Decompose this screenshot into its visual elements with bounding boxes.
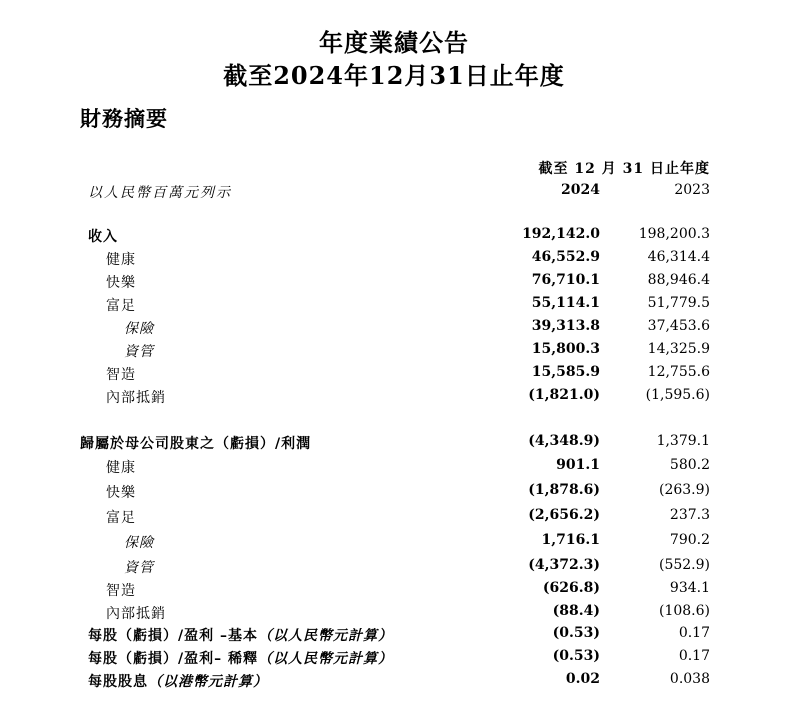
unit-note: 以人民幣百萬元列示 — [88, 185, 232, 201]
table-row — [0, 249, 788, 271]
value-2024: 46,552.9 — [531, 249, 600, 265]
value-2023: 51,779.5 — [647, 295, 710, 311]
row-label: 快樂 — [106, 485, 136, 501]
row-label: 每股股息（以港幣元計算） — [88, 674, 268, 690]
value-2023: 1,379.1 — [656, 433, 710, 449]
value-2024: 39,313.8 — [531, 318, 600, 334]
row-label: 快樂 — [106, 275, 136, 291]
value-2023: (263.9) — [658, 482, 710, 498]
row-label: 富足 — [106, 298, 136, 314]
value-2024: 0.02 — [565, 671, 600, 687]
value-2024: (4,348.9) — [528, 433, 600, 449]
section-title: 財務摘要 — [80, 106, 168, 131]
announcement-title: 年度業績公告 — [319, 28, 469, 57]
table-row — [0, 272, 788, 294]
unit-note: （以人民幣元計算） — [258, 651, 393, 667]
table-row-eps-diluted — [0, 648, 788, 670]
table-row — [0, 603, 788, 625]
row-label: 保險 — [124, 535, 154, 551]
value-2024: (1,821.0) — [528, 387, 600, 403]
row-label: 每股（虧損）/盈利 –基本（以人民幣元計算） — [88, 628, 393, 644]
value-2024: (4,372.3) — [528, 557, 600, 573]
table-row — [0, 557, 788, 579]
value-2024: (0.53) — [552, 648, 600, 664]
value-2023: 12,755.6 — [647, 364, 710, 380]
value-2023: 237.3 — [669, 507, 710, 523]
table-row-profit — [0, 433, 788, 455]
table-row — [0, 482, 788, 504]
row-label: 智造 — [106, 583, 136, 599]
value-2023: 14,325.9 — [647, 341, 710, 357]
table-row — [0, 318, 788, 340]
announcement-period: 截至2024年12月31日止年度 — [223, 61, 565, 90]
value-2024: 76,710.1 — [531, 272, 600, 288]
period-header: 截至 12 月 31 日止年度 — [538, 161, 710, 177]
value-2024: (0.53) — [552, 625, 600, 641]
table-row — [0, 387, 788, 409]
value-2024: (626.8) — [542, 580, 600, 596]
row-label: 收入 — [88, 229, 118, 245]
row-label: 內部抵銷 — [106, 390, 166, 406]
value-2024: 1,716.1 — [541, 532, 600, 548]
row-label: 資管 — [124, 344, 154, 360]
value-2023: 0.038 — [669, 671, 710, 687]
unit-note: （以人民幣元計算） — [258, 628, 393, 644]
value-2024: 15,800.3 — [531, 341, 600, 357]
row-label: 健康 — [106, 460, 136, 476]
row-label: 每股（虧損）/盈利– 稀釋（以人民幣元計算） — [88, 651, 393, 667]
table-row-dividend — [0, 671, 788, 693]
table-row-revenue — [0, 226, 788, 248]
row-label: 歸屬於母公司股東之（虧損）/利潤 — [80, 436, 312, 452]
table-row — [0, 580, 788, 602]
value-2023: 790.2 — [669, 532, 710, 548]
table-row — [0, 364, 788, 386]
row-label: 智造 — [106, 367, 136, 383]
table-row — [0, 295, 788, 317]
value-2024: 192,142.0 — [522, 226, 600, 242]
value-2024: (88.4) — [552, 603, 600, 619]
value-2023: 0.17 — [678, 648, 710, 664]
table-row-eps-basic — [0, 625, 788, 647]
value-2023: (1,595.6) — [645, 387, 710, 403]
value-2024: 15,585.9 — [531, 364, 600, 380]
value-2023: 580.2 — [669, 457, 710, 473]
year-current-header: 2024 — [561, 182, 600, 198]
value-2024: (2,656.2) — [528, 507, 600, 523]
table-row — [0, 457, 788, 479]
row-label: 保險 — [124, 321, 154, 337]
value-2023: (552.9) — [658, 557, 710, 573]
value-2023: 934.1 — [669, 580, 710, 596]
table-row — [0, 532, 788, 554]
row-label: 內部抵銷 — [106, 606, 166, 622]
row-label: 資管 — [124, 560, 154, 576]
value-2023: 46,314.4 — [647, 249, 710, 265]
value-2024: (1,878.6) — [528, 482, 600, 498]
value-2023: 198,200.3 — [638, 226, 710, 242]
value-2023: (108.6) — [658, 603, 710, 619]
table-row — [0, 341, 788, 363]
table-row — [0, 507, 788, 529]
value-2023: 88,946.4 — [647, 272, 710, 288]
value-2023: 37,453.6 — [647, 318, 710, 334]
value-2024: 55,114.1 — [531, 295, 600, 311]
year-prior-header: 2023 — [674, 182, 710, 198]
row-label: 富足 — [106, 510, 136, 526]
row-label: 健康 — [106, 252, 136, 268]
unit-note: （以港幣元計算） — [148, 674, 268, 690]
value-2023: 0.17 — [678, 625, 710, 641]
value-2024: 901.1 — [556, 457, 600, 473]
